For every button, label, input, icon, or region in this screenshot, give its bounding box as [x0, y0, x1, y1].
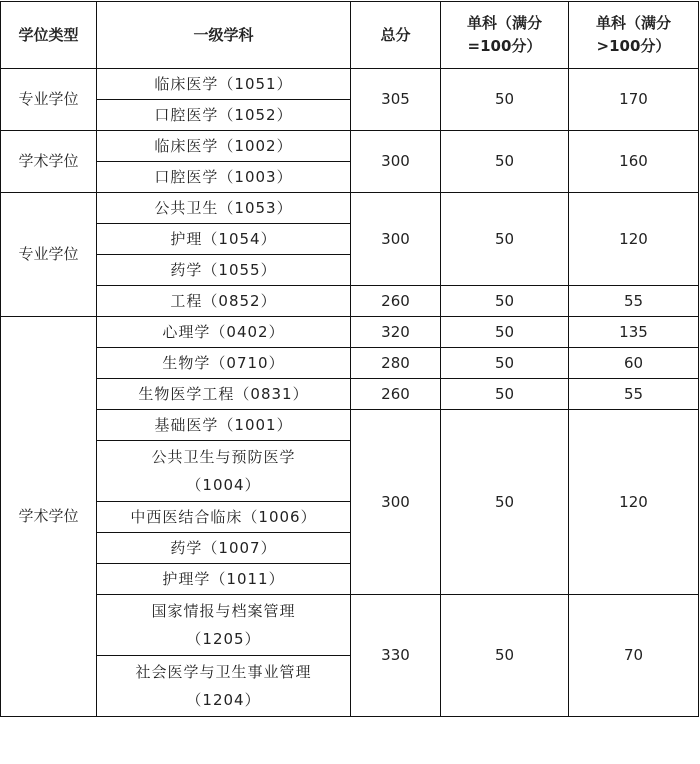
- header-discipline: 一级学科: [97, 2, 351, 69]
- header-single-gt100-text: 单科（满分 >100分）: [595, 14, 671, 55]
- score-table: [0, 1, 699, 717]
- discipline-cell: 心理学（0402）: [97, 317, 351, 348]
- discipline-cell: [97, 441, 351, 502]
- discipline-cell: 药学（1055）: [97, 255, 351, 286]
- single-gt100-cell: 120: [569, 410, 699, 595]
- header-degree-type: 学位类型: [1, 2, 97, 69]
- single-100-cell: 50: [441, 131, 569, 193]
- degree-type-cell: 专业学位: [1, 193, 97, 317]
- single-100-cell: 50: [441, 348, 569, 379]
- table-row: [1, 348, 699, 379]
- total-cell: 260: [351, 286, 441, 317]
- single-gt100-cell: 55: [569, 379, 699, 410]
- table-row: [1, 131, 699, 162]
- single-100-cell: 50: [441, 410, 569, 595]
- table-row: [1, 286, 699, 317]
- single-100-cell: 50: [441, 379, 569, 410]
- discipline-cell: 生物学（0710）: [97, 348, 351, 379]
- discipline-cell: 药学（1007）: [97, 533, 351, 564]
- total-cell: 320: [351, 317, 441, 348]
- header-total: 总分: [351, 2, 441, 69]
- table-row: [1, 410, 699, 441]
- total-cell: 300: [351, 131, 441, 193]
- header-single-100-text: 单科（满分 =100分）: [466, 14, 542, 55]
- degree-type-cell: 专业学位: [1, 69, 97, 131]
- discipline-cell: 临床医学（1051）: [97, 69, 351, 100]
- single-100-cell: 50: [441, 69, 569, 131]
- single-gt100-cell: 135: [569, 317, 699, 348]
- discipline-cell: 护理（1054）: [97, 224, 351, 255]
- degree-type-cell: 学术学位: [1, 317, 97, 717]
- total-cell: 260: [351, 379, 441, 410]
- table-row: [1, 595, 699, 656]
- discipline-cell: [97, 595, 351, 656]
- total-cell: 305: [351, 69, 441, 131]
- header-single-gt100: [569, 2, 699, 69]
- table-row: [1, 317, 699, 348]
- table-row: [1, 69, 699, 100]
- discipline-cell: 工程（0852）: [97, 286, 351, 317]
- total-cell: 300: [351, 410, 441, 595]
- header-single-100: [441, 2, 569, 69]
- single-gt100-cell: 60: [569, 348, 699, 379]
- total-cell: 330: [351, 595, 441, 717]
- discipline-cell: 中西医结合临床（1006）: [97, 502, 351, 533]
- discipline-cell: [97, 656, 351, 717]
- discipline-cell: 临床医学（1002）: [97, 131, 351, 162]
- total-cell: 280: [351, 348, 441, 379]
- discipline-cell: 口腔医学（1052）: [97, 100, 351, 131]
- single-100-cell: 50: [441, 595, 569, 717]
- single-gt100-cell: 170: [569, 69, 699, 131]
- single-gt100-cell: 120: [569, 193, 699, 286]
- discipline-text: 国家情报与档案管理 （1205）: [151, 602, 296, 648]
- total-cell: 300: [351, 193, 441, 286]
- discipline-cell: 基础医学（1001）: [97, 410, 351, 441]
- discipline-text: 公共卫生与预防医学 （1004）: [151, 448, 296, 494]
- single-100-cell: 50: [441, 317, 569, 348]
- table-row: [1, 379, 699, 410]
- discipline-text: 社会医学与卫生事业管理 （1204）: [135, 663, 312, 709]
- single-gt100-cell: 70: [569, 595, 699, 717]
- degree-type-cell: 学术学位: [1, 131, 97, 193]
- single-gt100-cell: 55: [569, 286, 699, 317]
- discipline-cell: 公共卫生（1053）: [97, 193, 351, 224]
- table-header-row: [1, 2, 699, 69]
- single-100-cell: 50: [441, 193, 569, 286]
- discipline-cell: 生物医学工程（0831）: [97, 379, 351, 410]
- discipline-cell: 护理学（1011）: [97, 564, 351, 595]
- table-row: [1, 193, 699, 224]
- discipline-cell: 口腔医学（1003）: [97, 162, 351, 193]
- single-100-cell: 50: [441, 286, 569, 317]
- single-gt100-cell: 160: [569, 131, 699, 193]
